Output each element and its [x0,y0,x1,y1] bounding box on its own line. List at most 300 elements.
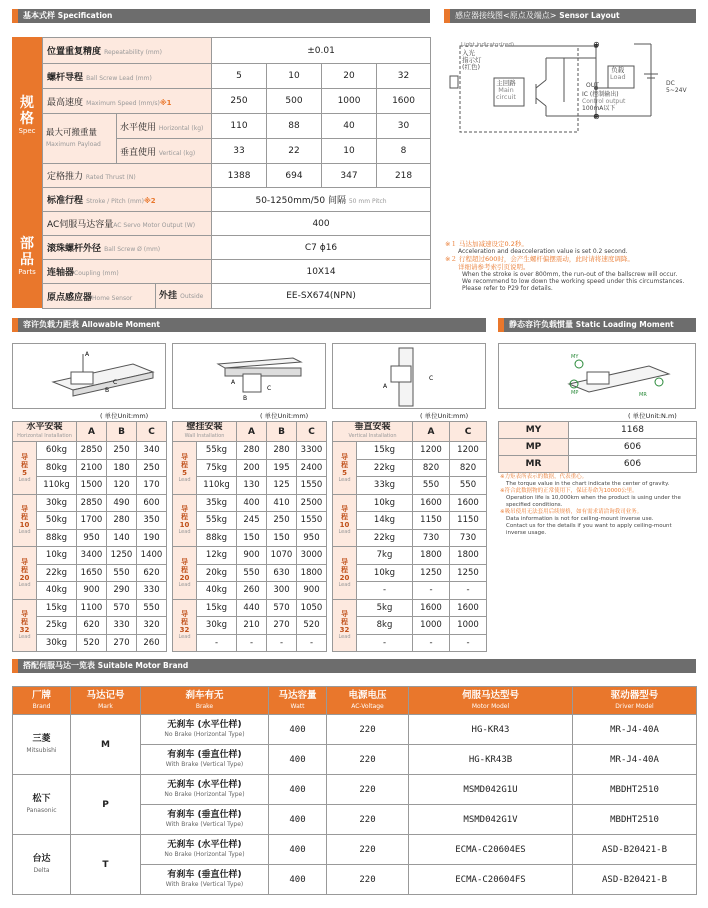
table-row [13,547,167,565]
static-notes: ※力矩表所表示的数据，代表重心。 The torque value in the chart indicate the center of gravity. ※符合此数据物的正常使用下，保证寿命为10000公里。 Operation life is 10,000km when the product is using under the specified conditions. ※吸吊使用无法套用后续规格，如有需求请洽询我司业务。 Data information is not for ceiling-mount inverse use. Contact us for the details if you want to apply ceiling-mount inverse usage. [500,474,681,536]
table-row [173,494,327,512]
stroke-value: 50-1250mm/50 间隔 50 mm Pitch [212,188,431,212]
speed-value: 250 [212,89,267,114]
table-row [333,564,487,582]
brake-cell [141,835,269,865]
moment-title-zh: 垂直安装 [354,422,391,432]
brand-en: Panasonic [26,806,57,814]
lead-zh: 导 程 20 [339,557,350,582]
moment-cell: - [297,634,327,652]
brake-cell [141,805,269,835]
static-table [498,421,697,473]
brand-zh: 松下 [32,793,51,804]
allow-title-bar: 容许负载力距表 Allowable Moment [12,318,486,332]
static-value: 606 [569,439,697,456]
brand-cell [13,775,71,835]
driver-model-cell: MR-J4-40A [573,715,697,745]
mark-cell: T [71,835,141,895]
brake-cell [141,715,269,745]
moment-cell: 950 [77,529,107,547]
moment-cell: 200 [237,459,267,477]
sensor-indicator-label: 入光 指示灯 (红色) [462,49,482,71]
home-value: EE-SX674(NPN) [212,284,431,309]
load-cell: 30kg [37,634,77,652]
table-row [13,529,167,547]
lead-zh: 导 程 5 [181,452,188,477]
thrust-value: 1388 [212,164,267,188]
moment-cell: 440 [237,599,267,617]
brake-en: With Brake (Vertical Type) [165,760,244,768]
lead-zh: 导 程 10 [179,505,190,530]
moment-cell: 1800 [297,564,327,582]
moment-cell: 1200 [413,442,450,460]
moment-cell: 1000 [450,617,487,635]
moment-cell: 520 [297,617,327,635]
load-cell: 10kg [357,494,413,512]
moment-cell: 550 [413,477,450,495]
table-row [333,529,487,547]
payload-h-value: 40 [322,114,377,139]
sensor-dc-label: DC 5~24V [666,80,687,94]
moment-header-row [333,422,487,442]
motor-label: AC伺服马达容量AC Servo Motor Output (W) [43,212,212,236]
header-mark: 马达记号 Mark [71,687,141,715]
repeat-value: ±0.01 [212,38,431,64]
moment-title-zh: 壁挂安装 [186,422,223,432]
sensor-light-label: Light indicator(red) [461,42,514,48]
moment-cell: 1550 [297,477,327,495]
moment-cell: 900 [237,547,267,565]
moment-cell: 1200 [450,442,487,460]
thrust-value: 694 [267,164,322,188]
stroke-label: 标准行程 Stroke / Pitch (mm)※2 [43,188,212,212]
spec-side-label: 规 格 Spec [12,37,42,211]
svg-text:MP: MP [571,390,579,396]
moment-cell: 190 [137,529,167,547]
moment-cell: 260 [237,582,267,600]
table-row [333,477,487,495]
table-row [333,599,487,617]
table-row [173,599,327,617]
moment-cell: 320 [137,617,167,635]
load-cell: 50kg [37,512,77,530]
table-row [173,564,327,582]
load-cell: 110kg [197,477,237,495]
moment-cell: 550 [450,477,487,495]
moment-cell: 490 [107,494,137,512]
moment-cell: 330 [107,617,137,635]
voltage-cell: 220 [327,835,409,865]
moment-cell: - [450,634,487,652]
moment-cell: 280 [107,512,137,530]
load-cell: - [357,582,413,600]
moment-cell: 250 [267,512,297,530]
brake-en: No Brake (Horizontal Type) [164,790,245,798]
table-row [13,477,167,495]
moment-cell: 1400 [137,547,167,565]
table-row [13,634,167,652]
table-row [173,442,327,460]
lead-label [333,494,357,547]
moment-cell: 3000 [297,547,327,565]
brake-en: No Brake (Horizontal Type) [164,850,245,858]
watt-cell: 400 [269,865,327,895]
moment-cell: 170 [137,477,167,495]
brake-zh: 有刹车 (垂直仕样) [167,869,242,880]
spec-title-bar: 基本式样 Specification [12,9,430,23]
svg-text:MY: MY [571,354,579,360]
lead-en: Lead [178,529,191,536]
brake-zh: 无刹车 (水平仕样) [167,719,242,730]
lead-en: Lead [18,529,31,536]
load-cell: 88kg [37,529,77,547]
table-row [13,599,167,617]
moment-cell: 245 [237,512,267,530]
moment-cell: 550 [237,564,267,582]
motor-model-cell: ECMA-C20604ES [409,835,573,865]
moment-cell: 140 [107,529,137,547]
lead-zh: 导 程 20 [19,557,30,582]
lead-value: 32 [377,64,431,89]
table-row [13,512,167,530]
brake-zh: 无刹车 (水平仕样) [167,779,242,790]
static-unit: ( 单位Unit:N.m) [628,412,677,420]
moment-cell: 260 [137,634,167,652]
screw-label: 滚珠螺杆外径 Ball Screw Ø (mm) [43,236,212,260]
moment-cell: 600 [137,494,167,512]
moment-cell: 2100 [77,459,107,477]
table-row [13,459,167,477]
moment-cell: 2850 [77,442,107,460]
lead-label [333,547,357,600]
table-row [13,617,167,635]
moment-col-header: C [137,422,167,442]
coupling-value: 10X14 [212,260,431,284]
load-cell: 20kg [197,564,237,582]
brand-zh: 台达 [32,853,51,864]
moment-title [333,422,413,442]
payload-h-label: 水平使用 Horizontal (kg) [117,114,212,139]
load-cell: 14kg [357,512,413,530]
moment-cell: 900 [297,582,327,600]
moment-cell: 290 [107,582,137,600]
lead-label [333,599,357,652]
moment-title-en: Horizontal Installation [17,433,72,439]
driver-model-cell: MBDHT2510 [573,775,697,805]
moment-title [13,422,77,442]
lead-value: 20 [322,64,377,89]
table-row [13,715,697,745]
moment-title-en: Vertical Installation [348,433,397,439]
moment-col-header: B [267,422,297,442]
moment-cell: 400 [237,494,267,512]
table-row [333,634,487,652]
moment-cell: 3400 [77,547,107,565]
table-row [173,512,327,530]
moment-cell: 1600 [450,494,487,512]
lead-zh: 导 程 10 [19,505,30,530]
lead-value: 5 [212,64,267,89]
moment-cell: 620 [77,617,107,635]
lead-en: Lead [338,634,351,641]
moment-cell: 120 [107,477,137,495]
moment-cell: 150 [267,529,297,547]
moment-col-header: C [297,422,327,442]
moment-cell: 570 [267,599,297,617]
moment-col-header: A [237,422,267,442]
table-row [173,529,327,547]
moment-header-row [173,422,327,442]
moment-cell: 195 [267,459,297,477]
brand-en: Delta [33,866,50,874]
svg-text:A: A [85,351,90,358]
lead-zh: 导 程 20 [179,557,190,582]
lead-zh: 导 程 5 [341,452,348,477]
static-value: 606 [569,456,697,473]
brand-cell [13,715,71,775]
moment-cell: 1550 [297,512,327,530]
table-row [173,582,327,600]
brand-zh: 三菱 [32,733,51,744]
load-cell: 75kg [197,459,237,477]
header-driver-model: 驱动器型号 Driver Model [573,687,697,715]
motor-model-cell: MSMD042G1V [409,805,573,835]
table-row [333,547,487,565]
table-row [13,564,167,582]
lead-en: Lead [338,476,351,483]
svg-text:A: A [383,383,388,390]
load-cell: 30kg [37,494,77,512]
brake-en: With Brake (Vertical Type) [165,880,244,888]
moment-cell: 520 [77,634,107,652]
load-cell: 88kg [197,529,237,547]
load-cell: 15kg [37,599,77,617]
load-cell: 40kg [197,582,237,600]
brake-en: With Brake (Vertical Type) [165,820,244,828]
moment-cell: - [237,634,267,652]
moment-cell: 250 [137,459,167,477]
moment-cell: 130 [237,477,267,495]
table-row [173,617,327,635]
moment-cell: 410 [267,494,297,512]
voltage-cell: 220 [327,775,409,805]
table-row [333,512,487,530]
moment-cell: 2500 [297,494,327,512]
moment-cell: 330 [137,582,167,600]
repeat-label: 位置重复精度 Repeatability (mm) [43,38,212,64]
brand-cell [13,835,71,895]
voltage-cell: 220 [327,745,409,775]
load-cell: 22kg [357,529,413,547]
moment-cell: 1500 [77,477,107,495]
lead-label [173,599,197,652]
allow-unit: ( 单位Unit:mm) [260,412,309,420]
header-motor-model: 伺服马达型号 Motor Model [409,687,573,715]
mark-cell: P [71,775,141,835]
load-cell: 15kg [197,599,237,617]
motor-table [12,686,697,895]
motor-model-cell: HG-KR43 [409,715,573,745]
table-row [333,442,487,460]
load-cell: 22kg [357,459,413,477]
svg-text:B: B [105,387,110,394]
brand-en: Mitsubishi [26,746,57,754]
load-cell: 33kg [357,477,413,495]
moment-cell: 550 [137,599,167,617]
speed-label: 最高速度 Maximum Speed (mm/s)※1 [43,89,212,114]
load-cell: 35kg [197,494,237,512]
moment-cell: 1650 [77,564,107,582]
header-brand: 厂牌 Brand [13,687,71,715]
table-row [173,459,327,477]
watt-cell: 400 [269,775,327,805]
load-cell: 25kg [37,617,77,635]
header-voltage: 电源电压 AC-Voltage [327,687,409,715]
payload-h-value: 110 [212,114,267,139]
moment-cell: 630 [267,564,297,582]
table-row [13,835,697,865]
load-cell: 40kg [37,582,77,600]
lead-label: 螺杆导程 Ball Screw Lead (mm) [43,64,212,89]
spec-notes: ※１ 马达加减速设定0.2秒。 Acceleration and deacceleration value is set 0.2 second. ※２ 行程超过600时，会产生螺杆偏摆震动，此时请将速度调降。 详细请参考索引页说明。 When the stroke is over 800mm, the run-out of the ballscrew will occur. We recommend to low down the working speed under this circumstances. Please refer to P29 for details. [445,240,685,292]
moment-cell: 620 [137,564,167,582]
motor-model-cell: HG-KR43B [409,745,573,775]
brake-en: No Brake (Horizontal Type) [164,730,245,738]
static-key: MP [499,439,569,456]
moment-col-header: A [77,422,107,442]
sensor-load-label: 负载 Load [610,66,626,81]
speed-value: 1000 [322,89,377,114]
driver-model-cell: ASD-B20421-B [573,865,697,895]
moment-cell: 1100 [77,599,107,617]
svg-text:C: C [267,385,272,392]
brake-zh: 有刹车 (垂直仕样) [167,749,242,760]
moment-cell: 820 [413,459,450,477]
payload-h-value: 88 [267,114,322,139]
lead-label [173,547,197,600]
load-cell: 12kg [197,547,237,565]
moment-cell: 900 [77,582,107,600]
spec-table [42,37,431,309]
moment-col-header: C [450,422,487,442]
table-row [333,617,487,635]
screw-value: C7 ϕ16 [212,236,431,260]
speed-value: 500 [267,89,322,114]
payload-v-value: 22 [267,139,322,164]
table-row [13,494,167,512]
moment-cell: 1250 [107,547,137,565]
moment-cell: 570 [107,599,137,617]
moment-cell: 730 [413,529,450,547]
payload-v-value: 8 [377,139,431,164]
thrust-value: 347 [322,164,377,188]
moment-cell: 300 [267,582,297,600]
moment-cell: 280 [267,442,297,460]
lead-value: 10 [267,64,322,89]
moment-title-en: Wall Installation [184,433,225,439]
static-figure [498,343,696,409]
load-cell: 55kg [197,512,237,530]
motor-title-bar: 搭配伺服马达一览表 Suitable Motor Brand [12,659,696,673]
sensor-title-bar: 感应器接线图<原点及端点> Sensor Layout [444,9,696,23]
load-cell: 8kg [357,617,413,635]
moment-title-zh: 水平安装 [26,422,63,432]
moment-cell: 2850 [77,494,107,512]
sensor-main-circuit: 主回路 Main circuit [496,79,516,101]
wall-figure [172,343,326,409]
lead-en: Lead [18,581,31,588]
lead-label [13,442,37,495]
watt-cell: 400 [269,745,327,775]
moment-cell: - [413,582,450,600]
static-key: MR [499,456,569,473]
moment-cell: 1600 [450,599,487,617]
moment-cell: 1050 [297,599,327,617]
lead-en: Lead [178,476,191,483]
load-cell: 60kg [37,442,77,460]
moment-cell: - [413,634,450,652]
brake-cell [141,775,269,805]
lead-zh: 导 程 32 [19,610,30,635]
moment-cell: 820 [450,459,487,477]
header-watt: 马达容量 Watt [269,687,327,715]
table-row [13,582,167,600]
moment-cell: 350 [137,512,167,530]
moment-cell: 1600 [413,494,450,512]
lead-en: Lead [338,529,351,536]
brake-zh: 有刹车 (垂直仕样) [167,809,242,820]
load-cell: - [357,634,413,652]
static-title-bar: 静态容许负载惯量 Static Loading Moment [498,318,696,332]
moment-cell: 1250 [413,564,450,582]
driver-model-cell: MR-J4-40A [573,745,697,775]
payload-v-value: 33 [212,139,267,164]
voltage-cell: 220 [327,805,409,835]
motor-value: 400 [212,212,431,236]
driver-model-cell: ASD-B20421-B [573,835,697,865]
moment-cell: 3300 [297,442,327,460]
moment-cell: 270 [267,617,297,635]
payload-label: 最大可搬重量 Maximum Payload [43,114,117,164]
table-row [13,775,697,805]
static-key: MY [499,422,569,439]
moment-cell: 210 [237,617,267,635]
load-cell: 55kg [197,442,237,460]
table-row [13,442,167,460]
static-value: 1168 [569,422,697,439]
svg-text:C: C [429,375,434,382]
sensor-control-output: IC (控制输出) Control output 100mA以下 [582,91,626,112]
lead-zh: 导 程 32 [179,610,190,635]
moment-cell: 1600 [413,599,450,617]
lead-label [173,442,197,495]
moment-cell: 340 [137,442,167,460]
moment-cell: 1800 [450,547,487,565]
horizontal-table [12,421,167,652]
voltage-cell: 220 [327,865,409,895]
speed-value: 1600 [377,89,431,114]
moment-cell: 2400 [297,459,327,477]
svg-text:MR: MR [639,392,647,398]
table-row [173,477,327,495]
svg-text:B: B [243,395,248,402]
lead-label [173,494,197,547]
vertical-table [332,421,487,652]
lead-label [333,442,357,495]
lead-zh: 导 程 5 [21,452,28,477]
moment-cell: 1800 [413,547,450,565]
voltage-cell: 220 [327,715,409,745]
